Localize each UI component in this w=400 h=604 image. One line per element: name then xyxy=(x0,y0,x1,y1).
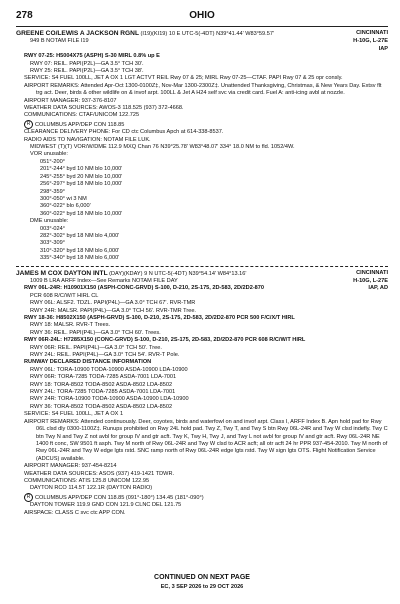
runway-end-line: RWY 36: REIL. PAPI(P4L)—GA 3.0° TCH 60'. Trees. xyxy=(30,329,161,336)
declared-distance-row: RWY 18: TORA-8502 TODA-8502 ASDA-8502 LDA-8502 xyxy=(30,381,173,388)
clearance-delivery: CLEARANCE DELIVERY PHONE: For CD ctc Columbus Apch at 614-338-8537. xyxy=(24,129,224,136)
list-item: 298°-359° xyxy=(40,188,66,195)
runway-line: RWY 18-36: H8502X150 (ASPH-GRVD) S-100, D-210, 2S-175, 2D-583, 2D/2D2-870 PCR 500 F/C/X/T HIRL xyxy=(24,315,295,322)
runway-line: RWY 06L-24R: H10901X150 (ASPH-CONC-GRVD) S-100, D-210, 2S-175, 2D-583, 2D/2D2-870 xyxy=(24,285,265,292)
list-item: 256°-297° byd 18 NM blo 10,000' xyxy=(40,181,123,188)
approach-control: COLUMBUS APP/DEP CON 118.85 (091°-180°) 134.45 (181°-090°) xyxy=(35,494,204,501)
service-line: SERVICE: S4 FUEL 100LL, JET A OX 1 xyxy=(24,411,124,418)
rco-line: DAYTON RCO 114.5T 122.1R (DAYTON RADIO) xyxy=(30,485,153,492)
airport-elevation-line: 949 B NOTAM FILE I19 xyxy=(30,38,89,45)
declared-distance-row: RWY 24R: TORA-10900 TODA-10900 ASDA-10900 LDA-10900 xyxy=(30,396,189,403)
state-title: OHIO xyxy=(189,10,215,21)
header-divider xyxy=(16,26,388,27)
chart-list: H-10G, L-27E xyxy=(353,277,388,284)
service-line: SERVICE: S4 FUEL 100LL, JET A OX 1 LGT ACTVT REIL Rwy 07 & 25; MIRL Rwy 07-25—CTAF. PAPI Rwy 07 & 25 opr consly. xyxy=(24,75,343,82)
dme-unusable-label: DME unusable: xyxy=(30,218,69,225)
declared-distance-row: RWY 06L: TORA-10900 TODA-10900 ASDA-10900 LDA-10900 xyxy=(30,366,188,373)
list-item: 300°-050° wi 3 NM xyxy=(40,195,87,202)
runway-end-line: RWY 25: REIL. PAPI(P2L)—GA 3.5° TCH 38'. xyxy=(30,68,144,75)
airport-manager: AIRPORT MANAGER: 937-454-8214 xyxy=(24,463,117,470)
list-item: 003°-024° xyxy=(40,225,66,232)
airspace-line: AIRSPACE: CLASS C svc ctc APP CON. xyxy=(24,509,126,516)
entry-divider xyxy=(16,266,388,267)
airport-remarks: AIRPORT REMARKS: Attended continuously. Deer, coyotes, birds and waterfowl on and invof arpt. Class I, ARFF Index B. Apn hold pad for Rwy 06L clsd dly 0300-1100Z‡. Runups prohibited on Rwy 24L hold pad. Twy Z, Twy T, and Twy S btn Rwy 06L-24R and Twy W clsd indefly. Twy C btn Twy N and Twy Z not avbl for group IV and gtr acft. Twy K, Twy H, Twy J, and Twy L not avbl for group IV and gtr acft. Rwy 06L-24R NE 1400 ft conc, SW 9501 ft asph. Twy M north of Rwy 06L-24R and Twy W clsd to ACR acft; all otr acft 24 hr PPR 937-454-2010. Twy M north of Rwy 06L-24R and Twy W edge lgts rstd. SNC ramp north of Rwy 06L-24R edge lgts rstd. Twy W sign lgts OTS. Flight Notification Service (ADCUS) available. xyxy=(24,418,388,462)
iap-label: IAP xyxy=(378,45,388,52)
radar-icon: R xyxy=(24,493,33,502)
list-item: 245°-255° byd 20 NM blo 10,000' xyxy=(40,173,123,180)
runway-end-line: RWY 06R: REIL. PAPI(P4L)—GA 3.0° TCH 50'. Tree. xyxy=(30,344,162,351)
radar-icon: R xyxy=(24,120,33,129)
continued-note: CONTINUED ON NEXT PAGE xyxy=(154,574,250,581)
list-item: 051°-200° xyxy=(40,158,66,165)
list-item: 310°-320° byd 18 NM blo 6,000' xyxy=(40,247,120,254)
airport-name: GREENE CO/LEWIS A JACKSON RGNL xyxy=(16,30,139,37)
radio-aids: RADIO AIDS TO NAVIGATION: NOTAM FILE LUK. xyxy=(24,136,151,143)
weather-sources: WEATHER DATA SOURCES: AWOS-3 118.525 (937) 372-4668. xyxy=(24,105,184,112)
runway-end-line: RWY 24L: REIL. PAPI(P4L)—GA 3.0° TCH 54'. RVR-T Pole. xyxy=(30,352,180,359)
tower-line: DAYTON TOWER 119.9 GND CON 121.9 CLNC DEL 121.75 xyxy=(30,502,182,509)
chart-supplement-page xyxy=(16,10,388,590)
declared-distance-row: RWY 24L: TORA-7285 TODA-7285 ASDA-7001 LDA-7001 xyxy=(30,389,176,396)
airport-manager: AIRPORT MANAGER: 937-376-8107 xyxy=(24,97,117,104)
list-item: 282°-302° byd 18 NM blo 4,000' xyxy=(40,232,120,239)
declared-distance-title: RUNWAY DECLARED DISTANCE INFORMATION xyxy=(24,359,152,366)
runway-line: RWY 07-25: H5004X75 (ASPH) S-30 MIRL 0.8% up E xyxy=(24,53,160,60)
runway-line: RWY 06R-24L: H7285X150 (CONC-GRVD) S-100, D-210, 2S-175, 2D-583, 2D/2D2-870 PCR 608 R/C/W/T HIRL xyxy=(24,337,306,344)
airport-remarks: AIRPORT REMARKS: Attended Apr-Oct 1300-0100Z‡, Nov-Mar 1300-2300Z‡. Unattended Thanksgiving, Christmas, & New Years Day. Extsv flt trg act. Deer, birds & other wildlife on & invof arpt. 100LL & Jet A H24 self svc via credit card. Fuel A: anti-icing avbl at nozzle. xyxy=(24,82,382,97)
page-number: 278 xyxy=(16,10,33,21)
communications: COMMUNICATIONS: ATIS 125.8 UNICOM 122.95 xyxy=(24,477,150,484)
declared-distance-row: RWY 36: TORA-8502 TODA-8502 ASDA-8502 LDA-8502 xyxy=(30,403,173,410)
vor-unusable-label: VOR unusable: xyxy=(30,151,68,158)
iap-label: IAP, AD xyxy=(368,285,388,292)
weather-sources: WEATHER DATA SOURCES: ASOS (937) 419-1421 TDWR. xyxy=(24,470,175,477)
chart-list: H-10G, L-27E xyxy=(353,38,388,45)
sectional-city: CINCINNATI xyxy=(356,269,388,276)
runway-end-line: RWY 24R: MALSR. PAPI(P4L)—GA 3.0° TCH 56'. RVR-TMR Tree. xyxy=(30,307,196,314)
communications: COMMUNICATIONS: CTAF/UNICOM 122.725 xyxy=(24,112,140,119)
sectional-city: CINCINNATI xyxy=(356,30,388,36)
list-item: 303°-309° xyxy=(40,240,66,247)
airport-ident-line: (DAY)(KDAY) 9 N UTC-5(-4DT) N39°54.14' W84°13.16' xyxy=(109,270,247,277)
list-item: 360°-022° byd 18 NM blo 10,000' xyxy=(40,210,123,217)
effective-dates: EC, 3 SEP 2026 to 29 OCT 2026 xyxy=(160,584,244,590)
runway-end-line: RWY 07: REIL. PAPI(P2L)—GA 3.5° TCH 30'. xyxy=(30,60,144,67)
list-item: 360°-022° blo 6,000' xyxy=(40,203,91,210)
runway-end-line: RWY 18: MALSR. RVR-T Trees. xyxy=(30,322,111,329)
runway-detail: PCR 608 R/C/W/T HIRL CL xyxy=(30,292,99,299)
approach-control: COLUMBUS APP/DEP CON 118.85 xyxy=(35,121,125,128)
airport-entry-greene xyxy=(16,30,388,263)
airport-name: JAMES M COX DAYTON INTL xyxy=(16,269,108,277)
airport-ident-line: (I19)(KI19) 10 E UTC-5(-4DT) N39°41.44' W83°59.57' xyxy=(140,31,274,37)
airport-elevation-line: 1009 B LRA ARFF Index—See Remarks NOTAM FILE DAY xyxy=(30,277,178,284)
runway-end-line: RWY 06L: ALSF2. TDZL. PAPI(P4L)—GA 3.0° TCH 67'. RVR-TMR xyxy=(30,300,196,307)
declared-distance-row: RWY 06R: TORA-7285 TODA-7285 ASDA-7001 LDA-7001 xyxy=(30,374,177,381)
list-item: 335°-340° byd 18 NM blo 6,000' xyxy=(40,255,120,262)
vor-line: MIDWEST (T)(T) VOR/W/DME 112.9 MXQ Chan 76 N39°25.78' W83°48.07' 334° 18.0 NM to fld. 1052/4W. xyxy=(30,144,295,151)
airport-entry-dayton xyxy=(16,270,388,517)
list-item: 201°-244° byd 10 NM blo 10,000' xyxy=(40,166,123,173)
page-header xyxy=(16,10,388,24)
